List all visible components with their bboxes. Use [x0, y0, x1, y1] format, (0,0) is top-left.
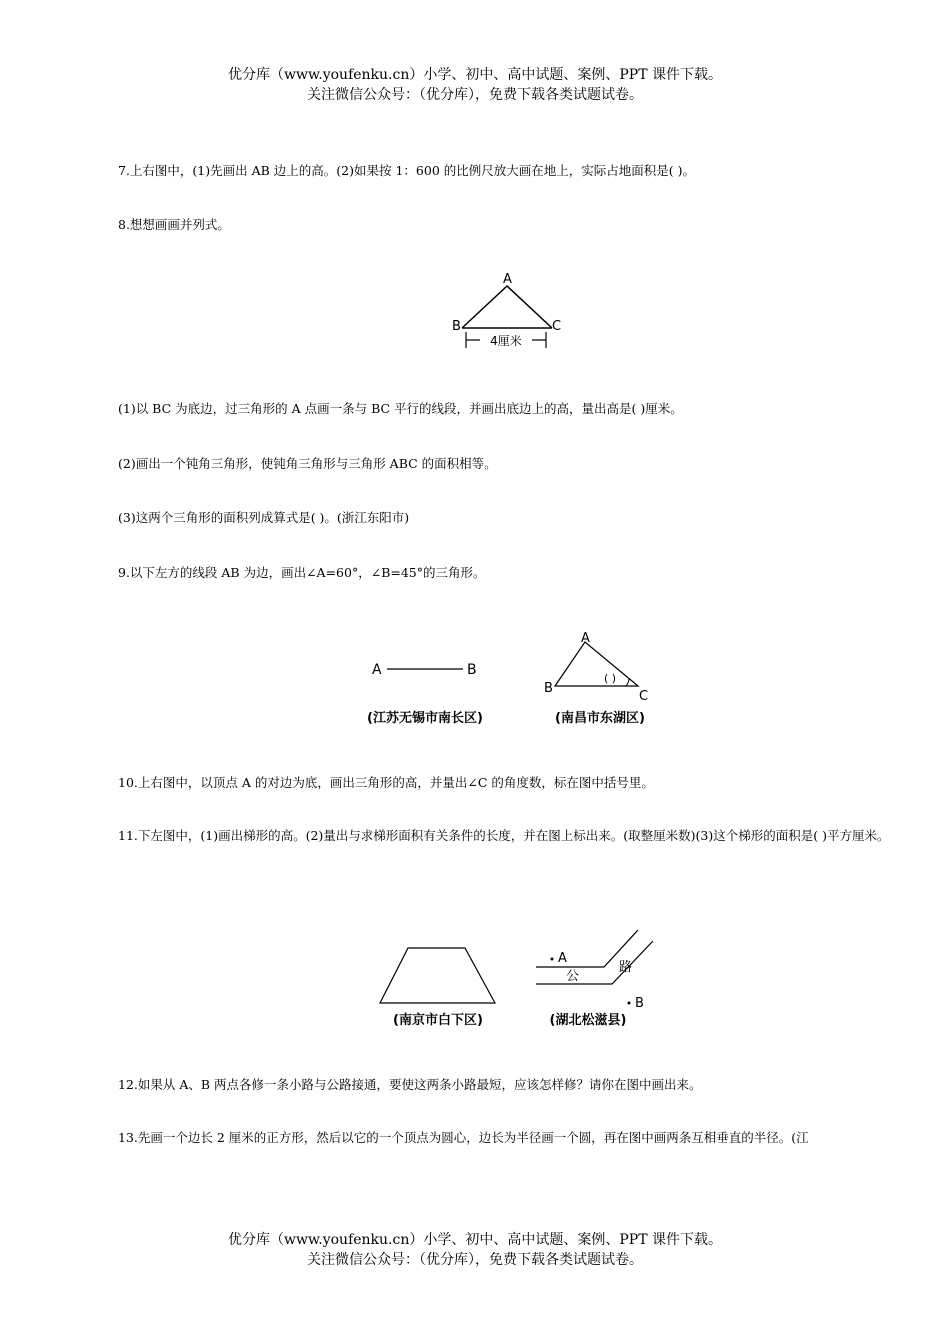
- segment-ab-figure: [345, 650, 515, 730]
- question-13: 13.先画一个边长 2 厘米的正方形，然后以它的一个顶点为圆心，边长为半径画一个圆，再在图中画两条互相垂直的半径。(江: [118, 1130, 809, 1145]
- angle-c-blank: ( ): [603, 672, 617, 685]
- question-8-part-1: (1)以 BC 为底边，过三角形的 A 点画一条与 BC 平行的线段，并画出底边上的高，量出高是( )厘米。: [118, 401, 683, 416]
- question-8-part-3: (3)这两个三角形的面积列成算式是( )。(浙江东阳市): [118, 510, 410, 525]
- road-edge-lower: [536, 941, 653, 984]
- triangle-abc-label-a: A: [503, 272, 512, 287]
- footer-line-1: 优分库（www.youfenku.cn）小学、初中、高中试题、案例、PPT 课件下载。: [227, 1232, 722, 1248]
- header-line-2: 关注微信公众号：（优分库），免费下载各类试题试卷。: [307, 87, 643, 103]
- point-b-label: B: [635, 996, 644, 1011]
- question-8-part-2: (2)画出一个钝角三角形，使钝角三角形与三角形 ABC 的面积相等。: [118, 456, 497, 471]
- triangle-nanchang-label-c: C: [639, 689, 649, 704]
- question-10: 10.上右图中，以顶点 A 的对边为底，画出三角形的高，并量出∠C 的角度数，标在图中括号里。: [118, 775, 654, 790]
- angle-c-arc: [626, 678, 629, 686]
- trapezoid-shape: [380, 948, 495, 1003]
- question-11: 11.下左图中，(1)画出梯形的高。(2)量出与求梯形面积有关条件的长度，并在图上标出来。(取整厘米数)(3)这个梯形的面积是( )平方厘米。: [118, 828, 890, 843]
- segment-caption: (江苏无锡市南长区): [367, 711, 483, 726]
- trapezoid-figure: [370, 940, 510, 1032]
- header-line-1: 优分库（www.youfenku.cn）小学、初中、高中试题、案例、PPT 课件下载。: [227, 67, 722, 83]
- road-label-lu: 路: [619, 960, 633, 975]
- segment-label-b: B: [467, 662, 477, 678]
- triangle-abc-label-b: B: [452, 319, 461, 334]
- question-12: 12.如果从 A、B 两点各修一条小路与公路接通，要使这两条小路最短，应该怎样修？请你在图中画出来。: [118, 1077, 702, 1092]
- triangle-nanchang-caption: (南昌市东湖区): [555, 711, 645, 726]
- footer-line-2: 关注微信公众号：（优分库），免费下载各类试题试卷。: [307, 1252, 643, 1268]
- road-figure: [528, 925, 668, 1031]
- road-label-gong: 公: [566, 969, 580, 984]
- triangle-nanchang-shape: [555, 642, 638, 686]
- trapezoid-caption: (南京市白下区): [393, 1013, 483, 1028]
- question-8: 8.想想画画并列式。: [118, 217, 230, 232]
- triangle-abc-shape: [462, 286, 552, 328]
- question-7: 7.上右图中，(1)先画出 AB 边上的高。(2)如果按 1：600 的比例尺放大画在地上，实际占地面积是( )。: [118, 163, 695, 178]
- segment-label-a: A: [372, 662, 382, 678]
- triangle-nanchang-figure: [538, 628, 668, 730]
- triangle-abc-label-c: C: [552, 319, 562, 334]
- point-a-dot: [551, 958, 554, 961]
- triangle-nanchang-label-b: B: [544, 681, 553, 696]
- triangle-abc-base-label: 4厘米: [490, 334, 522, 348]
- point-b-dot: [628, 1002, 631, 1005]
- road-caption: (湖北松滋县): [549, 1013, 627, 1028]
- triangle-nanchang-label-a: A: [581, 631, 590, 646]
- triangle-abc-figure: [448, 268, 568, 352]
- point-a-label: A: [558, 951, 567, 966]
- question-9: 9.以下左方的线段 AB 为边，画出∠A=60°，∠B=45°的三角形。: [118, 565, 486, 580]
